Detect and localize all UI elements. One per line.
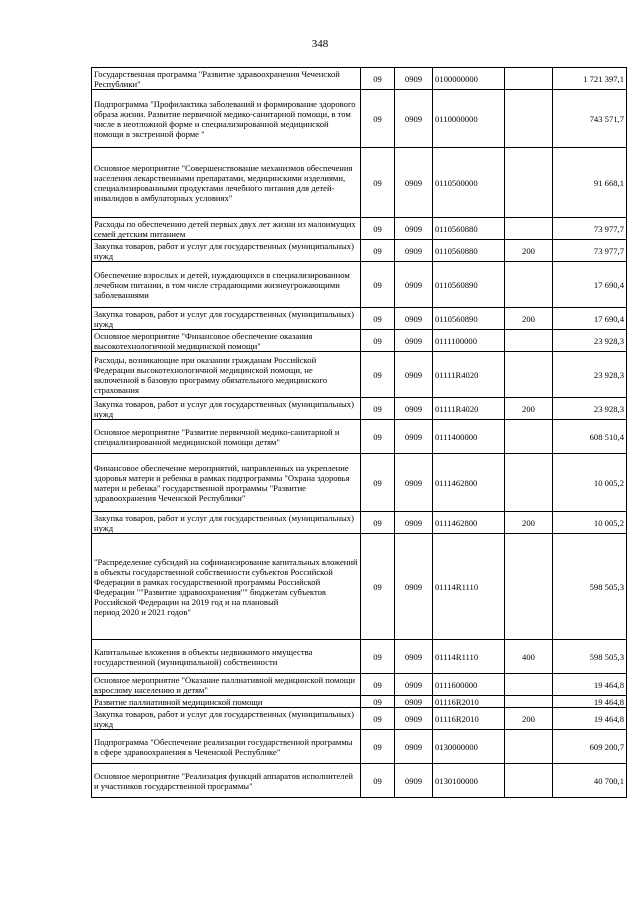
row-sum: 23 928,3 [553,398,627,420]
row-target-article: 0111462800 [433,454,505,512]
row-expense-type [505,730,553,764]
row-subsection: 0909 [395,674,433,696]
row-name: Обеспечение взрослых и детей, нуждающихся в специализированном лечебном питании, в том числе страдающими жизнеугрожающими заболеваниями [92,262,361,308]
row-section: 09 [361,534,395,640]
row-name: Основное мероприятие "Совершенствование механизмов обеспечения населения лекарственными препаратами, медицинскими изделиями, специализированными продуктами лечебного питания для детей-инвалидов в амбулаторных условиях" [92,148,361,218]
row-subsection: 0909 [395,262,433,308]
table-row [92,308,627,330]
table-row [92,764,627,798]
row-expense-type: 200 [505,398,553,420]
row-section: 09 [361,68,395,90]
row-name: Закупка товаров, работ и услуг для государственных (муниципальных) нужд [92,398,361,420]
table-row [92,262,627,308]
row-sum: 10 005,2 [553,512,627,534]
row-target-article: 0130000000 [433,730,505,764]
page-number: 348 [311,38,329,50]
row-target-article: 0110560880 [433,218,505,240]
row-name: Капитальные вложения в объекты недвижимого имущества государственной (муниципальной) собственности [92,640,361,674]
row-sum: 73 977,7 [553,240,627,262]
row-expense-type: 200 [505,708,553,730]
row-subsection: 0909 [395,696,433,708]
table-row [92,454,627,512]
row-target-article: 0111100000 [433,330,505,352]
row-expense-type [505,696,553,708]
row-sum: 17 690,4 [553,262,627,308]
row-subsection: 0909 [395,148,433,218]
row-name: Закупка товаров, работ и услуг для государственных (муниципальных) нужд [92,240,361,262]
row-name: Расходы по обеспечению детей первых двух лет жизни из малоимущих семей детским питанием [92,218,361,240]
row-name: Подпрограмма "Профилактика заболеваний и формирование здорового образа жизни. Развитие первичной медико-санитарной помощи, в том числе в неотложной форме и специализированной медицинской помощи в экстренной форме " [92,90,361,148]
table-row [92,90,627,148]
row-section: 09 [361,512,395,534]
row-section: 09 [361,218,395,240]
row-target-article: 01116R2010 [433,708,505,730]
row-sum: 598 505,3 [553,534,627,640]
table-row [92,512,627,534]
row-expense-type [505,90,553,148]
row-expense-type [505,330,553,352]
row-subsection: 0909 [395,90,433,148]
table-row [92,640,627,674]
table-row [92,420,627,454]
row-target-article: 0130100000 [433,764,505,798]
row-name: Основное мероприятие "Оказание паллиативной медицинской помощи взрослому населению и детям" [92,674,361,696]
row-expense-type [505,262,553,308]
row-name: Основное мероприятие "Реализация функций аппаратов исполнителей и участников государственной программы" [92,764,361,798]
row-section: 09 [361,398,395,420]
row-subsection: 0909 [395,534,433,640]
row-expense-type: 200 [505,512,553,534]
row-subsection: 0909 [395,708,433,730]
row-name: Закупка товаров, работ и услуг для государственных (муниципальных) нужд [92,512,361,534]
row-expense-type [505,674,553,696]
row-target-article: 0110000000 [433,90,505,148]
row-name: Подпрограмма "Обеспечение реализации государственной программы в сфере здравоохранения в Чеченской Республике" [92,730,361,764]
row-target-article: 0111600000 [433,674,505,696]
row-subsection: 0909 [395,398,433,420]
row-expense-type [505,764,553,798]
row-name: Финансовое обеспечение мероприятий, направленных на укрепление здоровья матери и ребенка в рамках подпрограммы "Охрана здоровья матери и ребенка" государственной программы "Развитие здравоохранения Чеченской Республики" [92,454,361,512]
row-section: 09 [361,696,395,708]
row-target-article: 0110500000 [433,148,505,218]
row-sum: 598 505,3 [553,640,627,674]
row-subsection: 0909 [395,512,433,534]
row-expense-type [505,420,553,454]
row-subsection: 0909 [395,330,433,352]
row-expense-type [505,454,553,512]
budget-table [91,67,627,798]
row-sum: 743 571,7 [553,90,627,148]
row-expense-type [505,68,553,90]
row-section: 09 [361,640,395,674]
row-name: Государственная программа "Развитие здравоохранения Чеченской Республики" [92,68,361,90]
row-subsection: 0909 [395,640,433,674]
row-section: 09 [361,420,395,454]
row-expense-type [505,218,553,240]
row-expense-type [505,352,553,398]
row-target-article: 0111462800 [433,512,505,534]
row-name: Закупка товаров, работ и услуг для государственных (муниципальных) нужд [92,708,361,730]
row-name: Основное мероприятие "Финансовое обеспечение оказания высокотехнологичной медицинской помощи" [92,330,361,352]
row-section: 09 [361,764,395,798]
table-row [92,674,627,696]
table-row [92,148,627,218]
row-target-article: 01111R4020 [433,352,505,398]
row-sum: 10 005,2 [553,454,627,512]
row-target-article: 01111R4020 [433,398,505,420]
row-expense-type: 400 [505,640,553,674]
row-sum: 23 928,3 [553,330,627,352]
table-row [92,240,627,262]
table-row [92,68,627,90]
row-name: Основное мероприятие "Развитие первичной медико-санитарной и специализированной медицинской помощи детям" [92,420,361,454]
row-subsection: 0909 [395,730,433,764]
row-section: 09 [361,708,395,730]
row-section: 09 [361,330,395,352]
row-target-article: 0110560890 [433,262,505,308]
table-row [92,218,627,240]
row-name: "Распределение субсидий на софинансирование капитальных вложений в объекты государственной собственности субъектов Российской Федерации в рамках государственной программы Российской Федерации ""Развитие здравоохранения"" бюджетам субъектов Российской Федерации на 2019 год и на плановый период 2020 и 2021 годов" [92,534,361,640]
row-target-article: 0110560890 [433,308,505,330]
row-subsection: 0909 [395,420,433,454]
row-subsection: 0909 [395,240,433,262]
row-sum: 19 464,8 [553,674,627,696]
row-name: Развитие паллиативной медицинской помощи [92,696,361,708]
row-section: 09 [361,262,395,308]
row-sum: 73 977,7 [553,218,627,240]
row-expense-type: 200 [505,240,553,262]
row-subsection: 0909 [395,308,433,330]
row-sum: 91 668,1 [553,148,627,218]
table-row [92,398,627,420]
row-subsection: 0909 [395,764,433,798]
row-sum: 19 464,8 [553,696,627,708]
row-subsection: 0909 [395,218,433,240]
row-section: 09 [361,240,395,262]
table-row [92,730,627,764]
row-section: 09 [361,308,395,330]
row-sum: 609 200,7 [553,730,627,764]
table-row [92,534,627,640]
row-target-article: 01116R2010 [433,696,505,708]
row-target-article: 0100000000 [433,68,505,90]
row-name: Расходы, возникающие при оказании гражданам Российской Федерации высокотехнологичной медицинской помощи, не включенной в базовую программу обязательного медицинского страхования [92,352,361,398]
table-row [92,330,627,352]
row-section: 09 [361,730,395,764]
row-target-article: 01114R1110 [433,640,505,674]
row-sum: 40 700,1 [553,764,627,798]
row-section: 09 [361,90,395,148]
table-row [92,708,627,730]
row-section: 09 [361,148,395,218]
row-target-article: 0111400000 [433,420,505,454]
row-subsection: 0909 [395,454,433,512]
row-target-article: 0110560880 [433,240,505,262]
row-subsection: 0909 [395,68,433,90]
table-row [92,352,627,398]
row-section: 09 [361,352,395,398]
row-name: Закупка товаров, работ и услуг для государственных (муниципальных) нужд [92,308,361,330]
row-section: 09 [361,674,395,696]
row-expense-type [505,148,553,218]
row-sum: 1 721 397,1 [553,68,627,90]
row-target-article: 01114R1110 [433,534,505,640]
row-expense-type [505,534,553,640]
row-section: 09 [361,454,395,512]
table-row [92,696,627,708]
row-sum: 19 464,8 [553,708,627,730]
row-sum: 608 510,4 [553,420,627,454]
row-sum: 17 690,4 [553,308,627,330]
row-sum: 23 928,3 [553,352,627,398]
row-subsection: 0909 [395,352,433,398]
row-expense-type: 200 [505,308,553,330]
